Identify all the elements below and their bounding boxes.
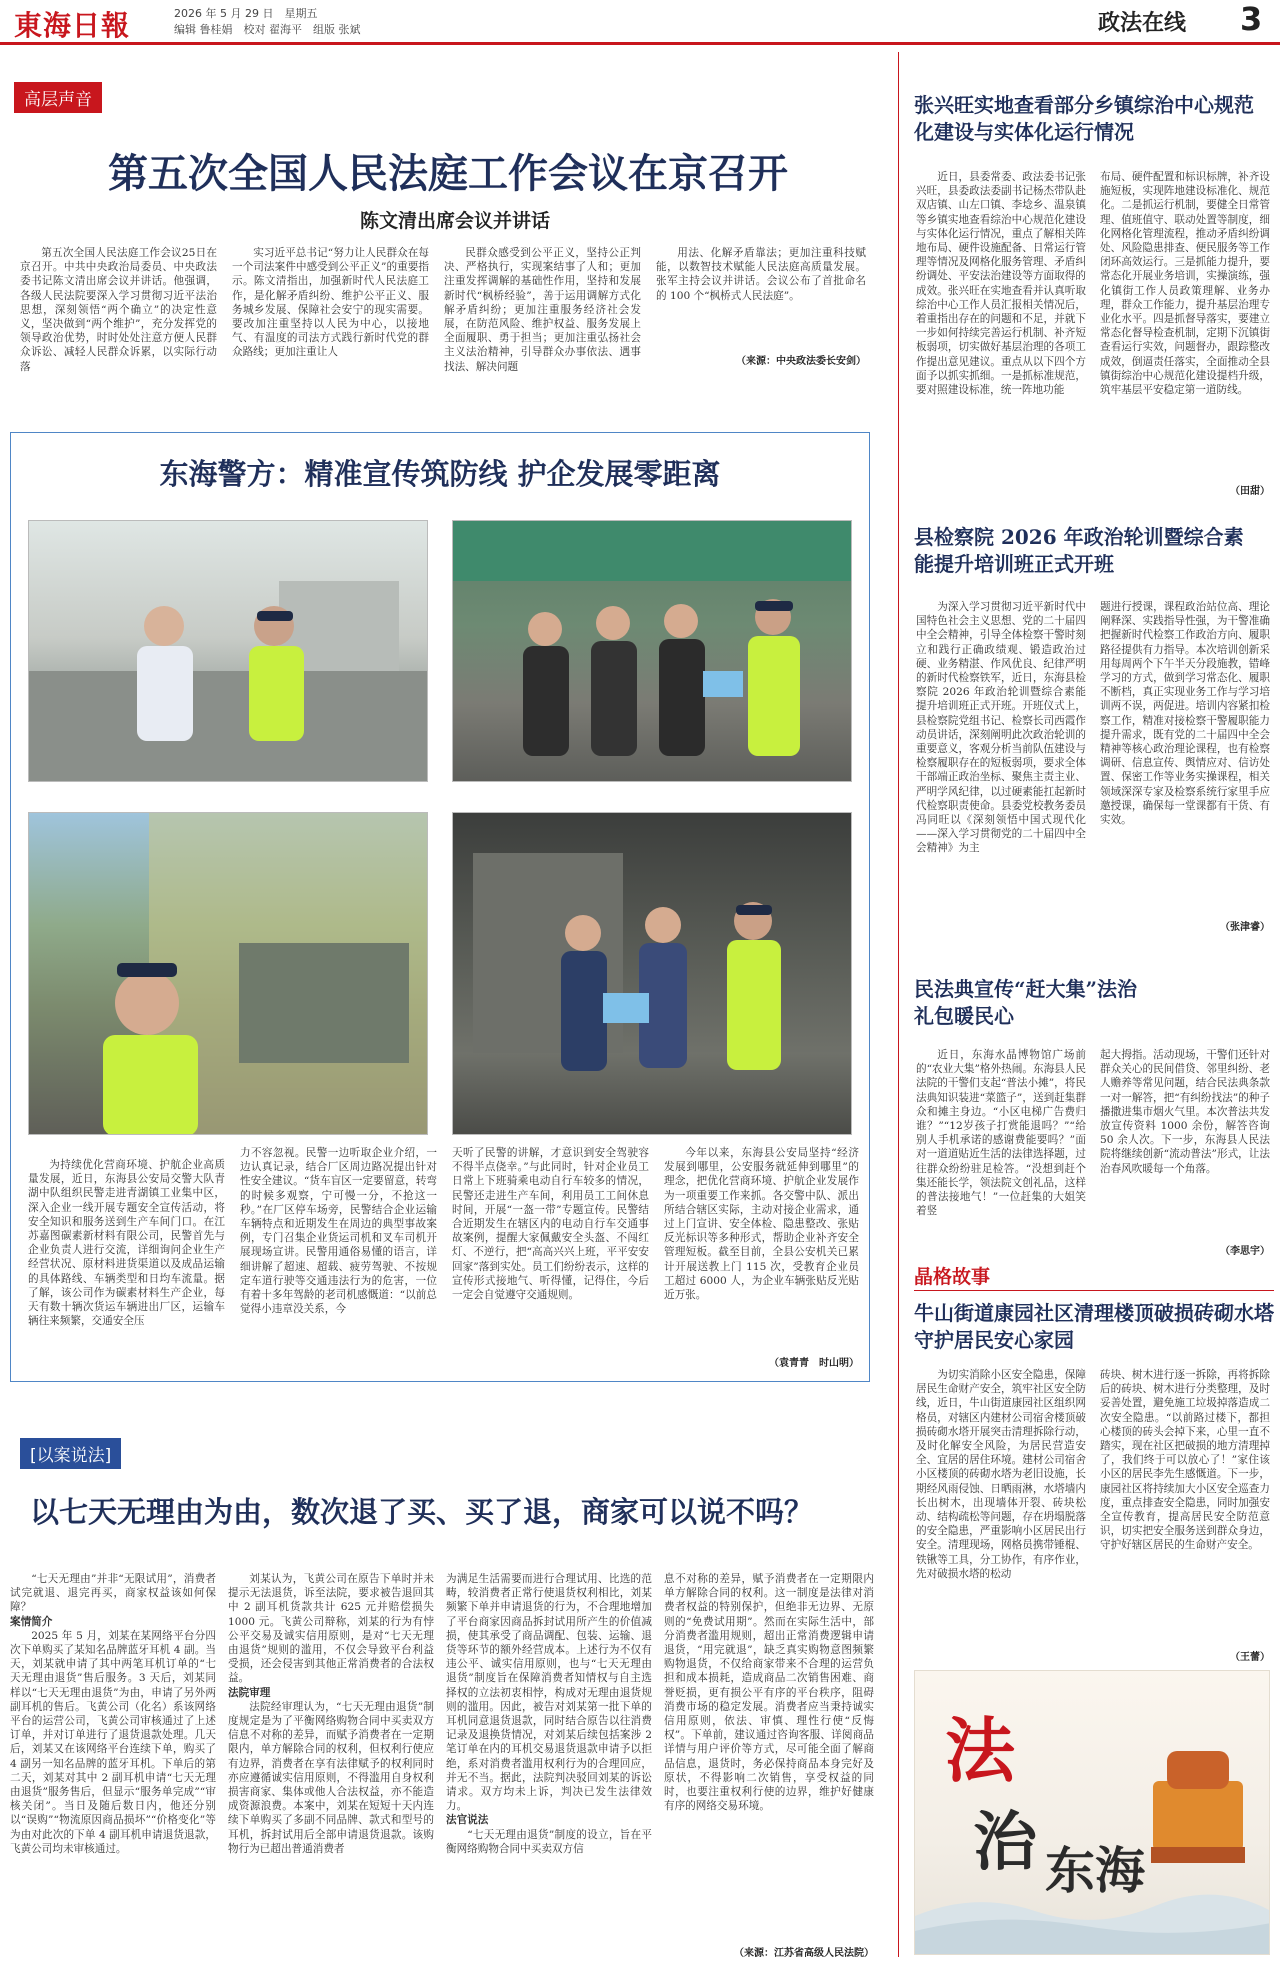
right3-col2: 起大拇指。活动现场，干警们还针对群众关心的民间借贷、邻里纠纷、老人赡养等常见问题，结合民法典条款一对一解答，把“有纠纷找法”的种子播撒进集市烟火气里。本次普法共发放宣传资料 1000 余份，解答咨询 50 余人次。下一步，东海县人民法院将继续创新“流动普法”形式，让法治春风吹暖每一个角落。 <box>1100 1049 1270 1175</box>
right2-col2: 题进行授课，课程政治站位高、理论阐释深、实践指导性强，为干警准确把握新时代检察工作政治方向、履职路径提供有力指导。本次培训创新采用每周两个下午半天分段施教，错峰学习的方式，做到学习常态化、履职不断档，真正实现业务工作与学习培训两不误，两促进。培训内容紧扣检察工作，精准对接检察干警履职能力提升需求，既有党的二十届四中全会精神等核心政治理论课程，也有检察调研、信息宣传、舆情应对、信访处置、保密工作等业务实操课程，相关领域深深专家及检察系统行家里手应邀授课，确保每一堂课都有干货、有实效。 <box>1100 601 1270 827</box>
feature-col3: 天听了民警的讲解，才意识到安全驾驶容不得半点侥幸。”与此同时，针对企业员工日常上下班骑乘电动自行车较多的情况，民警还走进生产车间，利用员工工间休息时间，开展“一盔一带”专题宣传。民警结合近期发生在辖区内的电动自行车交通事故案例，提醒大家佩戴安全头盔、不闯红灯、不逆行，把“高高兴兴上班，平平安安回家”落到实处。员工们纷纷表示，这样的宣传形式接地气、听得懂，记得住，今后一定会自觉遵守交通规则。 <box>452 1147 649 1302</box>
banner-char-zhi: 治 <box>973 1805 1037 1880</box>
date-line: 2026 年 5 月 29 日 星期五 <box>174 7 318 20</box>
right3-source: （李思宇） <box>1220 1246 1270 1257</box>
photo-workshop-talk <box>452 812 852 1135</box>
photo-factory-visit-illustration <box>29 521 428 782</box>
right3-title: 民法典宣传“赶大集”法治礼包暖民心 <box>914 977 1138 1028</box>
photo-leaflet-handout-illustration <box>453 521 852 782</box>
case-col1-text: 2025 年 5 月，刘某在某网络平台分四次下单购买了某知名品牌蓝牙耳机 4 副。当天，刘某就申请了其中两笔耳机订单的“七天无理由退货”售后服务。3 天后，刘某同样以“七天无理由退货”为由，申请了另外两副耳机的售后。飞黄公司（化名）系该网络平台的运营公司，飞黄公司审核通过了上述订单，并对订单进行了退货退款处理。几天后，刘某又在该网络平台连续下单，购买了 4 副另一知名品牌的蓝牙耳机。下单后的第二天，刘某对其中 2 副耳机申请“七天无理由退货”服务售后，但显示“服务单完成”“审核关闭”。当日及随后数日内，他还分别以“误购”“物流原因商品损坏”“价格变化”等为由对此次的下单 4 副耳机申请退货退款，飞黄公司均未审核通过。 <box>10 1629 216 1855</box>
rule-of-law-banner <box>914 1670 1270 1955</box>
case-col2 <box>228 1572 434 1856</box>
feature-col2: 力不容忽视。民警一边听取企业介绍，一边认真记录，结合厂区周边路况提出针对性安全建议。“货车盲区一定要留意，转弯的时候多观察，宁可慢一分，不抢这一秒。”在厂区停车场旁，民警结合企业运输车辆特点和近期发生在周边的典型事故案例，专门召集企业货运司机和叉车司机开展现场宣讲。民警用通俗易懂的语言，详细讲解了超速、超载、疲劳驾驶、不按规定车道行驶等交通违法行为的危害，一位有着十多年驾龄的老司机感慨道：“以前总觉得小违章没关系，今 <box>240 1147 437 1316</box>
article1-col4: 用法、化解矛盾靠法；更加注重科技赋能，以数智技术赋能人民法庭高质量发展。张军主持会议并讲话。会议公布了首批命名的 100 个“枫桥式人民法庭”。 <box>656 247 866 302</box>
photo-truck-driver <box>28 812 428 1135</box>
article1-col1: 第五次全国人民法庭工作会议25日在京召开。中共中央政治局委员、中央政法委书记陈文清出席会议并讲话。他强调，各级人民法院要深入学习贯彻习近平法治思想，深刻领悟“两个确立”的决定性意义，坚决做到“两个维护”，充分发挥党的领导政治优势，时时处处注意方便人民群众诉讼、减轻人民群众诉累，以实际行动落 <box>20 247 217 373</box>
column-divider <box>898 52 899 1957</box>
photo-workshop-talk-illustration <box>453 813 852 1135</box>
right1-title: 张兴旺实地查看部分乡镇综治中心规范化建设与实体化运行情况 <box>914 93 1254 144</box>
masthead-rule <box>0 42 1280 45</box>
right2-title: 县检察院 2026 年政治轮训暨综合素能提升培训班正式开班 <box>914 525 1244 576</box>
newspaper-logo: 東海日報 <box>14 9 131 42</box>
case-col3-heading: 法官说法 <box>446 1814 489 1827</box>
issue-meta <box>174 6 361 38</box>
case-col1 <box>10 1572 216 1856</box>
right1-col1: 近日，县委常委、政法委书记张兴旺，县委政法委副书记杨杰带队赴双店镇、山左口镇、李埝乡、温泉镇等乡镇实地查看综治中心规范化建设与实体化运行情况，重点了解相关阵地布局、硬件设施配备、日常运行管理等情况及网格化服务管理、矛盾纠纷调处、平安法治建设等方面取得的成效。张兴旺在实地查看并认真听取综治中心工作人员汇报相关情况后，着重指出存在的问题和不足，并就下一步如何持续完善运行机制、补齐短板弱项，切实做好基层治理的各项工作提出意见建议。重点从以下四个方面予以抓实抓细。一是抓标准规范，要对照建设标准，统一阵地功能 <box>916 171 1086 397</box>
photo-factory-visit <box>28 520 428 782</box>
staff-line: 编辑 鲁桂娟 校对 翟海平 组版 张斌 <box>174 23 361 36</box>
article1-subtitle: 陈文清出席会议并讲话 <box>360 210 551 232</box>
article1-source: （来源：中央政法委长安剑） <box>736 356 866 367</box>
case-col2-intro: 刘某认为，飞黄公司在原告下单时并未提示无法退货，诉至法院，要求被告退回其中 2 副耳机货款共计 625 元并赔偿损失 1000 元。飞黄公司辩称，刘某的行为有悖公平交易及诚实信用原则，是对“七天无理由退货”规则的滥用，不仅会导致平台利益受损，还会侵害到其他正常消费者的合法权益。 <box>228 1573 434 1685</box>
right2-col1: 为深入学习贯彻习近平新时代中国特色社会主义思想、党的二十届四中全会精神，引导全体检察干警时刻立和践行正确政绩观、锻造政治过硬、业务精湛、作风优良、纪律严明的新时代检察铁军，近日，东海县检察院 2026 年政治轮训暨综合素能提升培训班正式开班。开班仪式上，县检察院党组书记、检察长司西霞作动员讲话，深刻阐明此次政治轮训的重要意义，客观分析当前队伍建设与检察履职存在的短板弱项，要求全体干部端正政治坐标、聚焦主责主业、严明学风纪律，以过硬素能扛起新时代检察职责使命。县委党校教务委员冯同旺以《深刻领悟中国式现代化——深入学习贯彻党的二十届四中全会精神》为主 <box>916 601 1086 855</box>
right4-source: （王蕾） <box>1230 1652 1270 1663</box>
case-title: 以七天无理由为由，数次退了买、买了退，商家可以说不吗？ <box>30 1495 814 1529</box>
case-col1-intro: “七天无理由”并非“无限试用”，消费者试完就退、退完再买，商家权益该如何保障？ <box>10 1573 216 1614</box>
right3-col1: 近日，东海水晶博物馆广场前的“农业大集”格外热闹。东海县人民法院的干警们支起“普法小摊”，将民法典知识装进“菜篮子”，送到赶集群众和摊主身边。“小区电梯广告费归谁？”“12岁孩子打赏能退吗？”“给别人手机承诺的感谢费能要吗？”面对一道道贴近生活的法律选择题，过往群众纷纷驻足检答。“没想到赶个集还能长学，领法院文创礼品，这样的普法接地气！”一位赶集的大姐笑着竖 <box>916 1049 1086 1218</box>
case-col2-heading: 法院审理 <box>228 1686 271 1699</box>
case-col1-heading: 案情简介 <box>10 1615 53 1628</box>
feature-col1: 为持续优化营商环境、护航企业高质量发展，近日，东海县公安局交警大队青湖中队组织民警走进青湖镇工业集中区，深入企业一线开展专题安全宣传活动，将安全知识和服务送到生产车间门口。在江苏嘉图碳素新材料有限公司，民警首先与企业负责人进行交流，详细询问企业生产经营状况、原材料进货渠道以及成品运输的具体路线、车辆类型和日均车流量。据了解，该公司作为碳素材料生产企业，每天有数十辆次货运车辆进出厂区，运输车辆往来频繁，交通安全压 <box>28 1159 225 1328</box>
case-source: （来源：江苏省高级人民法院） <box>734 1948 874 1959</box>
right4-col2: 砖块、树木进行逐一拆除，再将拆除后的砖块、树木进行分类整理，及时妥善处置，避免施工垃圾掉落造成二次安全隐患。“以前路过楼下，都担心楼顶的砖头会掉下来，心里一直不踏实，现在社区把破损的地方清理掉了，我们终于可以放心了！”家住该小区的居民李先生感慨道。下一步，康园社区将持续加大小区安全巡查力度，重点排查安全隐患，同时加强安全宣传教育，提高居民安全防范意识，切实把安全服务送到群众身边，守护好辖区居民的生命财产安全。 <box>1100 1369 1270 1552</box>
right2-source: （张津睿） <box>1220 922 1270 933</box>
right1-source: （田甜） <box>1230 486 1270 497</box>
article1-col3: 民群众感受到公平正义，坚持公正判决、严格执行，实现案结事了人和；更加注重发挥调解的基础性作用，坚持和发展新时代“枫桥经验”，善于运用调解方式化解矛盾纠纷；更加注重服务经济社会发展，在防范风险、维护权益、服务发展上全面履职、勇于担当；更加注重弘扬社会主义法治精神，引导群众办事依法、遇事找法、解决问题 <box>444 247 641 373</box>
right4-title: 牛山街道康园社区清理楼顶破损砖砌水塔守护居民安心家园 <box>914 1301 1274 1352</box>
case-col4: 息不对称的差异，赋予消费者在一定期限内单方解除合同的权利。这一制度是法律对消费者权益的特别保护，但绝非无边界、无原则的“免费试用期”。然而在实际生活中，部分消费者滥用规则，超出正常消费逻辑申请退货，“用完就退”，缺乏真实购物意图频繁购物退货，不仅给商家带来不合理的运营负担和成本损耗，造成商品二次销售困难、商誉贬损，更有损公平有序的平台秩序，阻碍消费市场的稳定发展。消费者应当秉持诚实信用原则，依法、审慎、理性行使“反悔权”。下单前，建议通过咨询客服、详阅商品详情与用户评价等方式，尽可能全面了解商品信息，退货时，务必保持商品本身完好及原状，不得影响二次销售，享受权益的同时，也要注重权利行使的边界，维护好健康有序的网络交易环境。 <box>664 1573 874 1813</box>
article1-title: 第五次全国人民法庭工作会议在京召开 <box>108 150 788 197</box>
photo-leaflet-handout <box>452 520 852 782</box>
feature-title: 东海警方：精准宣传筑防线 护企发展零距离 <box>159 457 721 491</box>
section-title: 政法在线 <box>1098 11 1187 36</box>
banner-char-donghai: 东海 <box>1045 1841 1145 1900</box>
case-col3-text: “七天无理由退货”制度的设立，旨在平衡网络购物合同中买卖双方信 <box>446 1828 652 1855</box>
page-number: 3 <box>1240 0 1263 38</box>
stories-rule <box>914 1290 1274 1291</box>
right1-col2: 布局、硬件配置和标识标牌，补齐设施短板，实现阵地建设标准化、规范化。二是抓运行机制，要健全日常管理、值班值守、联动处置等制度，细化网格化管理流程，推动矛盾纠纷调处、风险隐患排查、便民服务等工作闭环高效运行。三是抓能力提升，要常态化开展业务培训，实操演练，强化镇街工作人员政策理解、业务办理，群众工作能力，提升基层治理专业化水平。四是抓督导落实，要建立常态化督导检查机制，定期下沉镇街查看运行实效，问题督办，跟踪整改成效，倒逼责任落实，全面推动全县镇街综治中心规范化建设提档升级，筑牢基层平安稳定第一道防线。 <box>1100 171 1270 397</box>
section-tag-high-level: 高层声音 <box>14 82 102 113</box>
section-tag-stories: 晶格故事 <box>914 1266 991 1288</box>
banner-char-fa: 法 <box>945 1709 1015 1792</box>
feature-source: （袁青青 时山明） <box>769 1358 859 1369</box>
case-col2-text: 法院经审理认为，“七天无理由退货”制度规定是为了平衡网络购物合同中买卖双方信息不对称的差异，而赋予消费者在一定期限内，单方解除合同的权利，但权利行使应有边界，消费者在享有法律赋予的权利同时亦应遵循诚实信用原则，不得滥用自身权利损害商家、集体或他人合法权益，亦不能造成资源浪费。本案中，刘某在短短十天内连续下单购买了多副不同品牌、款式和型号的耳机，拆封试用后全部申请退货退款。该购物行为已超出普通消费者 <box>228 1700 434 1855</box>
case-col3-intro: 为满足生活需要而进行合理试用、比选的范畴，较消费者正常行使退货权利相比，刘某频繁下单并申请退货的行为，不合理地增加了平台商家因商品拆封试用所产生的价值减损，使其承受了商品调配、包装、运输、退货等环节的额外经营成本。上述行为不仅有违公平、诚实信用原则，也与“七天无理由退货”制度旨在保障消费者知情权与自主选择权的立法初衷相悖，构成对无理由退货规则的滥用。因此，被告对刘某第一批下单的耳机同意退货退款，同时结合原告以往消费记录及退换货情况，对刘某后续包括案涉 2 笔订单在内的耳机交易退货退款申请予以拒绝，系对消费者滥用权利行为的合理回应，并无不当。据此，法院判决驳回刘某的诉讼请求。双方均未上诉，判决已发生法律效力。 <box>446 1573 652 1813</box>
feature-col4: 今年以来，东海县公安局坚持“经济发展到哪里，公安服务就延伸到哪里”的理念，把优化营商环境、护航企业发展作为一项重要工作来抓。各交警中队、派出所结合辖区实际，主动对接企业需求，通过上门宣讲、安全体检、隐患整改、张贴反光标识等多种形式，帮助企业补齐安全管理短板。截至目前，全县公安机关已累计开展送教上门 115 次，受教育企业员工超过 6000 人，为企业车辆张贴反光贴近万张。 <box>664 1147 859 1302</box>
right4-col1: 为切实消除小区安全隐患，保障居民生命财产安全，筑牢社区安全防线，近日，牛山街道康园社区组织网格员，对辖区内建材公司宿舍楼顶破损砖砌水塔开展突击清理拆除行动，及时化解安全风险，为居民营造安全、宜居的居住环境。建材公司宿舍小区楼顶的砖砌水塔为老旧设施，长期经风雨侵蚀、日晒雨淋，水塔墙内长出树木，出现墙体开裂、砖块松动、结构疏松等问题，存在坍塌脱落的安全隐患，严重影响小区居民出行安全。清理现场，网格员携带锤棍、铁锹等工具，分工协作，有序作业，先对破损水塔的松动 <box>916 1369 1086 1580</box>
article1-col2: 实习近平总书记“努力让人民群众在每一个司法案件中感受到公平正义”的重要指示。陈文清指出，加强新时代人民法庭工作，是化解矛盾纠纷、维护公平正义、服务城乡发展、保障社会安宁的现实需要。要改加注重坚持以人民为中心，以接地气、有温度的司法方式践行新时代党的群众路线；更加注重让人 <box>232 247 429 359</box>
section-tag-case: [以案说法] <box>20 1438 121 1469</box>
photo-truck-driver-illustration <box>29 813 428 1135</box>
masthead <box>0 0 1280 44</box>
case-col3 <box>446 1572 652 1856</box>
